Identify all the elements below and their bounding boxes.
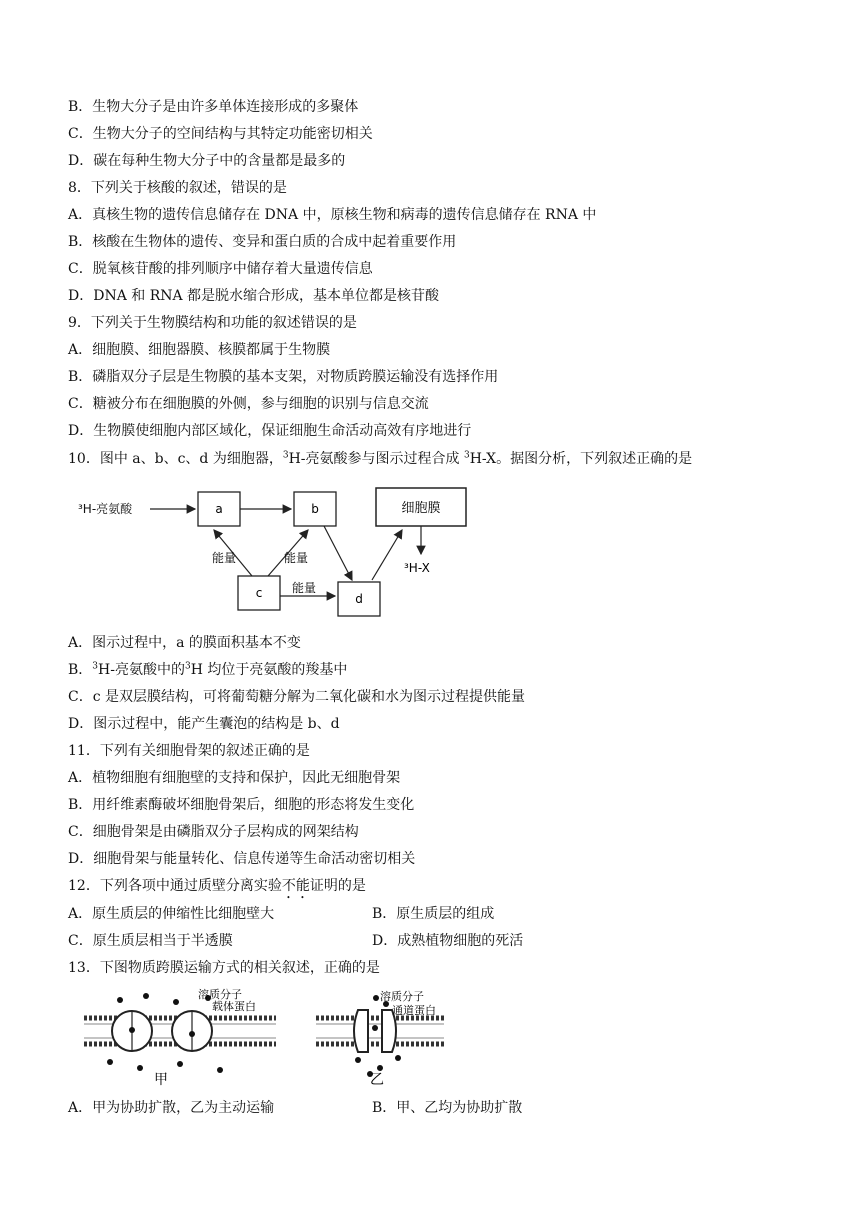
q10-organelle-diagram	[72, 480, 482, 622]
emphasis-not-able: 不能	[281, 878, 310, 894]
channel-label: 通道蛋白	[392, 1004, 436, 1017]
label-jia: 甲	[154, 1072, 168, 1088]
q12-option-d: D．成熟植物细胞的死活	[372, 933, 524, 949]
q10-option-a: A．图示过程中，a 的膜面积基本不变	[68, 635, 301, 651]
label-yi: 乙	[370, 1072, 384, 1088]
q8-option-b: B．核酸在生物体的遗传、变异和蛋白质的合成中起着重要作用	[68, 234, 457, 250]
channel-protein-left	[354, 1010, 368, 1052]
q7-option-b: B．生物大分子是由许多单体连接形成的多聚体	[68, 99, 359, 115]
q11-option-a: A．植物细胞有细胞壁的支持和保护，因此无细胞骨架	[68, 770, 401, 786]
q11-stem: 11．下列有关细胞骨架的叙述正确的是	[68, 743, 310, 759]
q12-option-c: C．原生质层相当于半透膜	[68, 933, 233, 949]
q9-option-b: B．磷脂双分子层是生物膜的基本支架，对物质跨膜运输没有选择作用	[68, 369, 499, 385]
output-label: ³H-X	[404, 561, 430, 575]
q13-option-b: B．甲、乙均为协助扩散	[372, 1100, 523, 1116]
svg-text:c: c	[255, 586, 263, 600]
q13-transport-diagram	[80, 988, 510, 1088]
q12-stem: 12．下列各项中通过质壁分离实验不能证明的是	[68, 878, 366, 894]
q9-option-d: D．生物膜使细胞内部区域化，保证细胞生命活动高效有序地进行	[68, 423, 472, 439]
q13-stem: 13．下图物质跨膜运输方式的相关叙述，正确的是	[68, 960, 380, 976]
q13-option-a: A．甲为协助扩散，乙为主动运输	[68, 1100, 275, 1116]
solute-label-jia: 溶质分子	[198, 988, 242, 1001]
q10-option-d: D．图示过程中，能产生囊泡的结构是 b、d	[68, 716, 340, 732]
q8-option-c: C．脱氧核苷酸的排列顺序中储存着大量遗传信息	[68, 261, 373, 277]
q8-option-a: A．真核生物的遗传信息储存在 DNA 中，原核生物和病毒的遗传信息储存在 RNA 中	[68, 207, 597, 223]
q7-option-c: C．生物大分子的空间结构与其特定功能密切相关	[68, 126, 373, 142]
energy-label-3: 能量	[292, 581, 317, 595]
q7-option-d: D．碳在每种生物大分子中的含量都是最多的	[68, 153, 346, 169]
q9-stem: 9．下列关于生物膜结构和功能的叙述错误的是	[68, 315, 357, 331]
svg-text:b: b	[311, 502, 319, 516]
q11-option-d: D．细胞骨架与能量转化、信息传递等生命活动密切相关	[68, 851, 416, 867]
q8-option-d: D．DNA 和 RNA 都是脱水缩合形成，基本单位都是核苷酸	[68, 288, 440, 304]
svg-text:a: a	[215, 502, 223, 516]
q9-option-a: A．细胞膜、细胞器膜、核膜都属于生物膜	[68, 342, 331, 358]
q12-option-b: B．原生质层的组成	[372, 906, 495, 922]
svg-text:d: d	[355, 592, 363, 606]
svg-text:细胞膜: 细胞膜	[401, 501, 441, 516]
solute-label-yi: 溶质分子	[380, 990, 424, 1003]
input-label: ³H-亮氨酸	[78, 502, 133, 516]
q10-stem: 10．图中 a、b、c、d 为细胞器，$^3$H-亮氨酸参与图示过程合成 $^3$H-X。据图分析，下列叙述正确的是	[68, 450, 693, 467]
q12-option-a: A．原生质层的伸缩性比细胞壁大	[68, 906, 275, 922]
q9-option-c: C．糖被分布在细胞膜的外侧，参与细胞的识别与信息交流	[68, 396, 429, 412]
energy-label-1: 能量	[212, 551, 237, 565]
energy-label-2: 能量	[284, 551, 309, 565]
q11-option-c: C．细胞骨架是由磷脂双分子层构成的网架结构	[68, 824, 359, 840]
q10-option-b: B．$^3$H-亮氨酸中的$^3$H 均位于亮氨酸的羧基中	[68, 661, 348, 678]
q10-option-c: C．c 是双层膜结构，可将葡萄糖分解为二氧化碳和水为图示过程提供能量	[68, 689, 526, 705]
q11-option-b: B．用纤维素酶破坏细胞骨架后，细胞的形态将发生变化	[68, 797, 415, 813]
membrane-yi	[316, 1018, 444, 1044]
carrier-label: 载体蛋白	[212, 1000, 256, 1013]
q8-stem: 8．下列关于核酸的叙述，错误的是	[68, 180, 287, 196]
